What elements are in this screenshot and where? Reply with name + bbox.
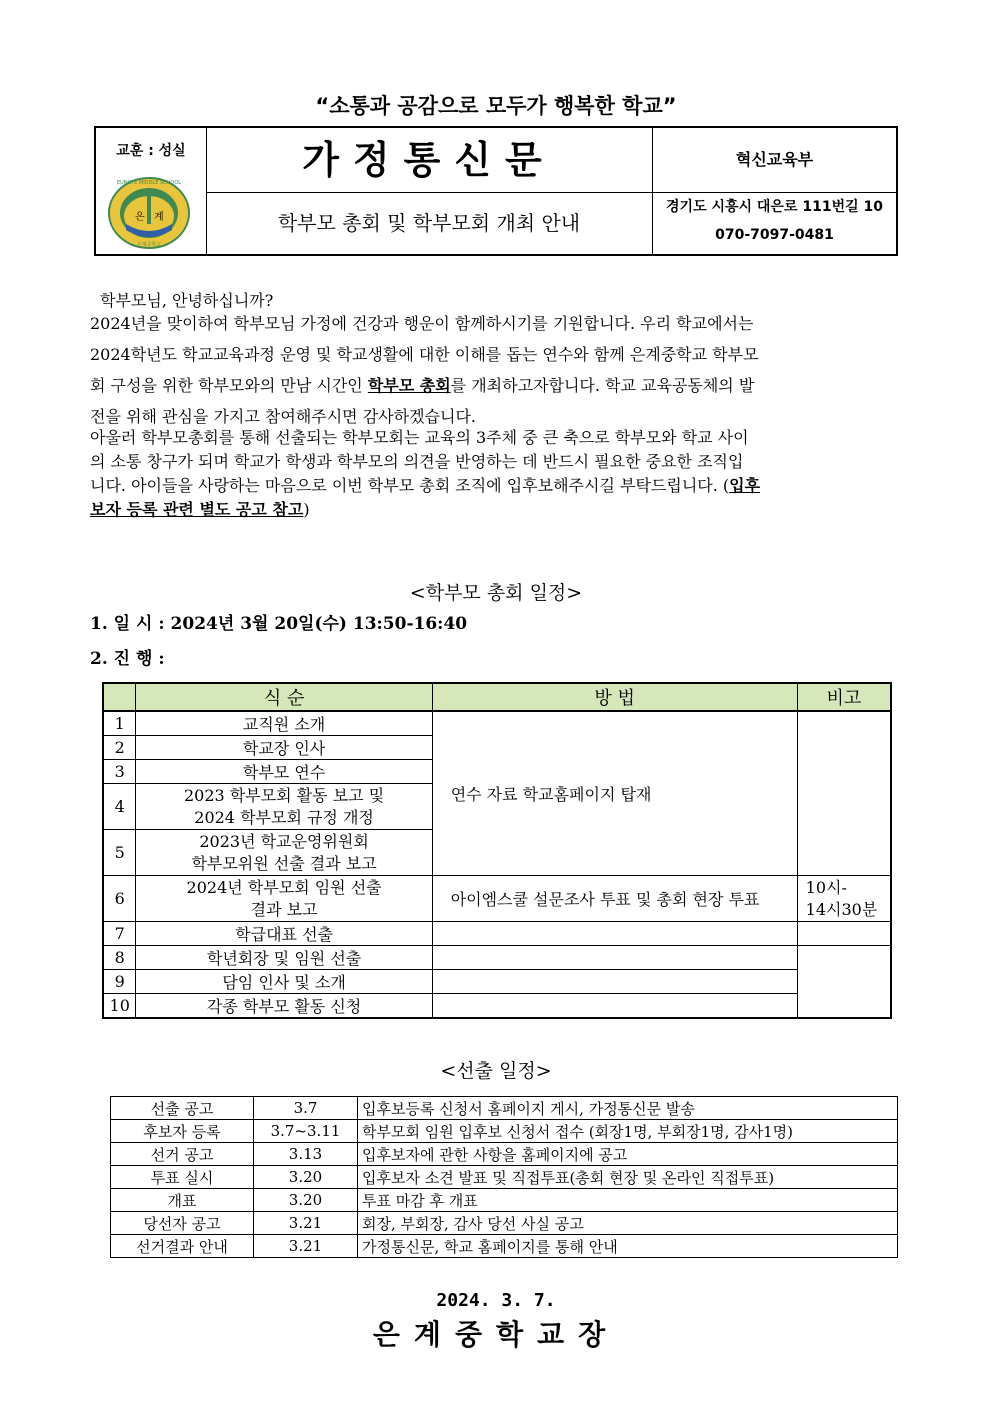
table-row: 투표 실시 3.20 입후보자 소견 발표 및 직접투표(총회 현장 및 온라인 직접투표) xyxy=(111,1166,898,1189)
table-row: 9 담임 인사 및 소개 xyxy=(103,970,891,994)
table-row: 선거결과 안내 3.21 가정통신문, 학교 홈페이지를 통해 안내 xyxy=(111,1235,898,1258)
logo-right-char: 계 xyxy=(154,212,164,223)
table-row: 4 2023 학부모회 활동 보고 및 2024 학부모회 규정 개정 xyxy=(103,784,891,830)
newsletter-header xyxy=(94,126,898,256)
paragraph-line: 의 소통 창구가 되며 학교가 학생과 학부모의 의견을 반영하는 데 반드시 필요한 중요한 조직입 xyxy=(90,452,744,471)
greeting: 학부모님, 안녕하십니까? xyxy=(100,291,274,310)
newsletter-title: 가정통신문 xyxy=(206,128,653,193)
school-phone: 070-7097-0481 xyxy=(715,227,834,243)
logo-bottom-text: 은계중학교 xyxy=(136,242,162,248)
method-cell: 연수 자료 학교홈페이지 탑재 xyxy=(432,711,797,876)
table-row: 5 2023년 학교운영위원회 학부모위원 선출 결과 보고 xyxy=(103,830,891,876)
general-meeting-emphasis: 학부모 총회 xyxy=(367,376,451,395)
table-row: 개표 3.20 투표 마감 후 개표 xyxy=(111,1189,898,1212)
issue-date: 2024. 3. 7. xyxy=(436,1290,556,1311)
paragraph-line: 2024년을 맞이하여 학부모님 가정에 건강과 행운이 함께하시기를 기원합니다. 우리 학교에서는 xyxy=(90,314,754,333)
school-slogan: “소통과 공감으로 모두가 행복한 학교” xyxy=(315,94,677,118)
notice-reference: 보자 등록 관련 별도 공고 참고 xyxy=(90,500,304,519)
notice-reference: 입후 xyxy=(729,476,761,495)
election-table xyxy=(110,1096,898,1258)
table-row: 당선자 공고 3.21 회장, 부회장, 감사 당선 사실 공고 xyxy=(111,1212,898,1235)
school-address: 경기도 시흥시 대은로 111번길 10 xyxy=(666,199,883,215)
table-row: 3 학부모 연수 xyxy=(103,760,891,784)
school-motto: 교훈 : 성실 xyxy=(116,143,186,159)
table-row: 10 각종 학부모 활동 신청 xyxy=(103,994,891,1019)
contact-info xyxy=(653,193,896,254)
header-note: 비고 xyxy=(797,683,891,711)
table-row: 2 학교장 인사 xyxy=(103,736,891,760)
school-logo-icon xyxy=(104,176,194,250)
department: 혁신교육부 xyxy=(653,128,896,193)
schedule-date: 1. 일 시 : 2024년 3월 20일(수) 13:50-16:40 xyxy=(90,614,468,634)
letter-paragraph-1 xyxy=(90,308,904,432)
table-row: 1 교직원 소개 연수 자료 학교홈페이지 탑재 xyxy=(103,711,891,736)
letter-paragraph-2 xyxy=(90,426,904,522)
table-header-row xyxy=(103,683,891,711)
schedule-progress-label: 2. 진 행 : xyxy=(90,649,165,669)
paragraph-line: 2024학년도 학교교육과정 운영 및 학교생활에 대한 이해를 돕는 연수와 함께 은계중학교 학부모 xyxy=(90,345,759,364)
principal-signature: 은계중학교장 xyxy=(372,1318,620,1351)
note-cell xyxy=(797,711,891,876)
schedule-table xyxy=(102,682,892,1019)
header-order: 식 순 xyxy=(136,683,432,711)
newsletter-subtitle: 학부모 총회 및 학부모회 개최 안내 xyxy=(206,193,653,254)
paragraph-line: 아울러 학부모총회를 통해 선출되는 학부모회는 교육의 3주체 중 큰 축으로 학부모와 학교 사이 xyxy=(90,428,749,447)
header-left-cell xyxy=(96,128,207,254)
logo-left-char: 은 xyxy=(135,212,145,223)
paragraph-line: 니다. 아이들을 사랑하는 마음으로 이번 학부모 총회 조직에 입후보해주시길 부탁드립니다. (입후 xyxy=(90,476,761,495)
method-cell: 아이엠스쿨 설문조사 투표 및 총회 현장 투표 xyxy=(432,876,797,922)
paragraph-line: 회 구성을 위한 학부모와의 만남 시간인 학부모 총회를 개최하고자합니다. 학교 교육공동체의 발 xyxy=(90,376,755,395)
table-row: 8 학년회장 및 임원 선출 xyxy=(103,946,891,970)
paragraph-line: 전을 위해 관심을 가지고 참여해주시면 감사하겠습니다. xyxy=(90,407,477,426)
table-row: 선출 공고 3.7 입후보등록 신청서 홈페이지 게시, 가정통신문 발송 xyxy=(111,1097,898,1120)
paragraph-line: 보자 등록 관련 별도 공고 참고) xyxy=(90,500,310,519)
table-row: 선거 공고 3.13 입후보자에 관한 사항을 홈페이지에 공고 xyxy=(111,1143,898,1166)
schedule-title: <학부모 총회 일정> xyxy=(409,582,583,604)
header-method: 방 법 xyxy=(432,683,797,711)
note-cell: 10시- 14시30분 xyxy=(797,876,891,922)
election-title: <선출 일정> xyxy=(440,1060,552,1082)
table-row: 7 학급대표 선출 xyxy=(103,922,891,946)
logo-ring-text: EUNGYE MIDDLE SCHOOL xyxy=(116,180,182,186)
table-row: 6 2024년 학부모회 임원 선출 결과 보고 아이엠스쿨 설문조사 투표 및 총회 현장 투표 10시- 14시30분 xyxy=(103,876,891,922)
table-row: 후보자 등록 3.7~3.11 학부모회 임원 입후보 신청서 접수 (회장1명, 부회장1명, 감사1명) xyxy=(111,1120,898,1143)
